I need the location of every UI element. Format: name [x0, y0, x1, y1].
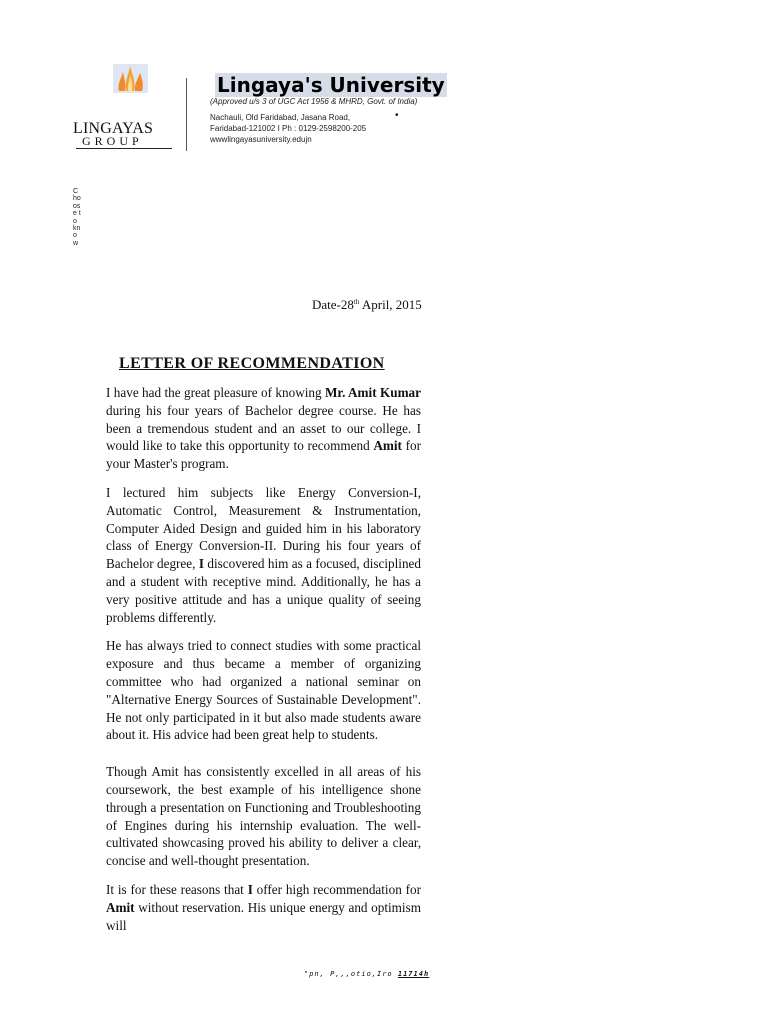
vertical-margin-text: Choose to know	[73, 188, 81, 247]
university-name: Lingaya's University	[217, 73, 445, 97]
paragraph-2: I lectured him subjects like Energy Conversion-I, Automatic Control, Measurement & Instrumentation, Computer Aided Design and guided him in his laboratory class of Energy Conversion-II. During his four years of Bachelor degree, I discovered him as a focused, disciplined and a student with receptive mind. Additionally, he has a very positive attitude and has a unique quality of seeing problems differently.	[106, 484, 421, 625]
address-bullet: •	[395, 110, 399, 121]
website: wwwlingayasuniversity.edujn	[210, 135, 312, 144]
paragraph-3: He has always tried to connect studies with some practical exposure and thus became a member of organizing committee who had organized a national seminar on "Alternative Energy Sources of Sustainable Development". He not only participated in it but also made students aware about it. His advice had been great help to students.	[106, 638, 421, 743]
recommendee-name: Mr. Amit Kumar	[324, 385, 422, 400]
address-line-1: Nachauli, Old Faridabad, Jasana Road,	[210, 113, 351, 122]
header-divider	[186, 78, 187, 151]
letter-date	[312, 297, 422, 313]
address-line-2: Faridabad-121002 I Ph : 0129-2598200-205	[210, 124, 367, 133]
date-rest: April, 2015	[359, 297, 422, 312]
footer-code: 11714h	[397, 970, 430, 978]
letter-body	[106, 384, 421, 946]
university-logo-flame-icon	[113, 64, 148, 93]
group-name: LINGAYAS	[73, 120, 154, 137]
letter-title: LETTER OF RECOMMENDATION	[119, 355, 385, 372]
paragraph-5: It is for these reasons that I offer high recommendation for Amit without reservation. His unique energy and optimism will	[106, 881, 421, 933]
footer-stamp: "pn, P,,,otio,Iro 11714h	[304, 970, 430, 978]
paragraph-1: I have had the great pleasure of knowing Mr. Amit Kumar during his four years of Bachelor degree course. He has been a tremendous student and an asset to our college. I would like to take this opportunity to recommend Amit for your Master's program.	[106, 385, 422, 472]
group-subtitle: GROUP	[76, 135, 172, 149]
date-suffix: th	[353, 298, 360, 306]
date-prefix: Date-28	[312, 297, 354, 312]
paragraph-4: Though Amit has consistently excelled in all areas of his coursework, the best example of his intelligence shone through a presentation on Functioning and Troubleshooting of Engines during his internship evaluation. The well-cultivated showcasing proved his ability to deliver a clear, concise and well-thought presentation.	[106, 764, 421, 869]
approval-note: (Approved u/s 3 of UGC Act 1956 & MHRD, Govt. of India)	[210, 97, 418, 106]
